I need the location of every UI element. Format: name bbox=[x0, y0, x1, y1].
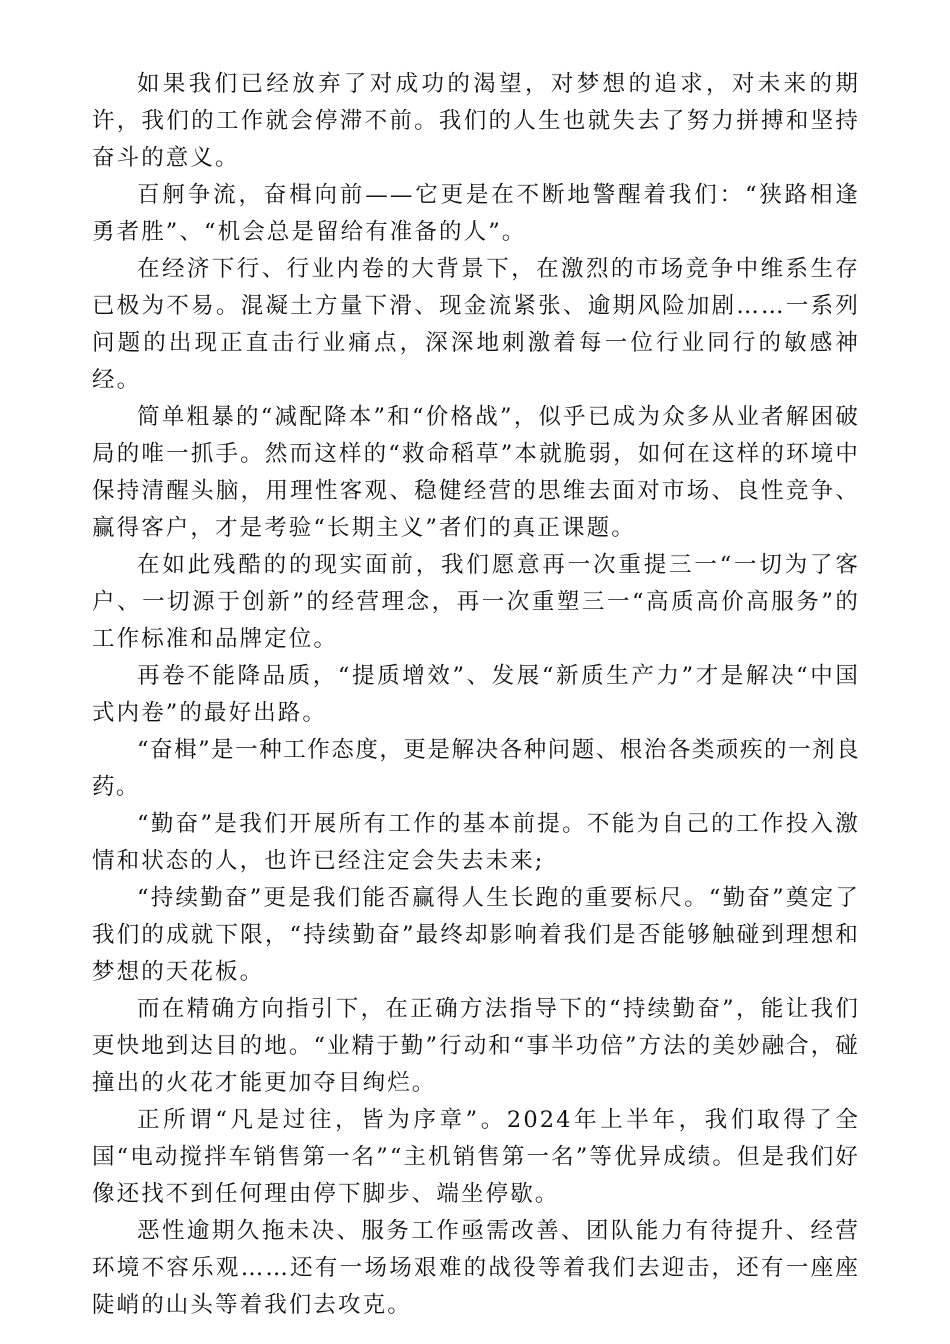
paragraph-11: 正所谓“凡是过往，皆为序章”。2024年上半年，我们取得了全国“电动搅拌车销售第一名”“主机销售第一名”等优异成绩。但是我们好像还找不到任何理由停下脚步、端坐停歇。 bbox=[92, 1107, 860, 1207]
paragraph-6: 再卷不能降品质，“提质增效”、发展“新质生产力”才是解决“中国式内卷”的最好出路。 bbox=[92, 663, 860, 726]
paragraph-9: “持续勤奋”更是我们能否赢得人生长跑的重要标尺。“勤奋”奠定了我们的成就下限，“持续勤奋”最终却影响着我们是否能够触碰到理想和梦想的天花板。 bbox=[92, 885, 860, 985]
paragraph-12: 恶性逾期久拖未决、服务工作亟需改善、团队能力有待提升、经营环境不容乐观……还有一场场艰难的战役等着我们去迎击，还有一座座陡峭的山头等着我们去攻克。 bbox=[92, 1218, 860, 1318]
paragraph-7: “奋楫”是一种工作态度，更是解决各种问题、根治各类顽疾的一剂良药。 bbox=[92, 737, 860, 800]
paragraph-3: 在经济下行、行业内卷的大背景下，在激烈的市场竞争中维系生存已极为不易。混凝土方量下滑、现金流紧张、逾期风险加剧……一系列问题的出现正直击行业痛点，深深地刺激着每一位行业同行的敏感神经。 bbox=[92, 256, 860, 393]
document-body bbox=[92, 66, 860, 1324]
paragraph-10: 而在精确方向指引下，在正确方法指导下的“持续勤奋”，能让我们更快地到达目的地。“业精于勤”行动和“事半功倍”方法的美妙融合，碰撞出的火花才能更加夺目绚烂。 bbox=[92, 996, 860, 1096]
paragraph-2: 百舸争流，奋楫向前——它更是在不断地警醒着我们：“狭路相逢勇者胜”、“机会总是留给有准备的人”。 bbox=[92, 182, 860, 245]
paragraph-8: “勤奋”是我们开展所有工作的基本前提。不能为自己的工作投入激情和状态的人，也许已经注定会失去未来; bbox=[92, 811, 860, 874]
paragraph-4: 简单粗暴的“减配降本”和“价格战”，似乎已成为众多从业者解困破局的唯一抓手。然而这样的“救命稻草”本就脆弱，如何在这样的环境中保持清醒头脑，用理性客观、稳健经营的思维去面对市场、良性竞争、赢得客户，才是考验“长期主义”者们的真正课题。 bbox=[92, 404, 860, 541]
paragraph-5: 在如此残酷的的现实面前，我们愿意再一次重提三一“一切为了客户、一切源于创新”的经营理念，再一次重塑三一“高质高价高服务”的工作标准和品牌定位。 bbox=[92, 552, 860, 652]
paragraph-1: 如果我们已经放弃了对成功的渴望，对梦想的追求，对未来的期许，我们的工作就会停滞不前。我们的人生也就失去了努力拼搏和坚持奋斗的意义。 bbox=[92, 71, 860, 171]
